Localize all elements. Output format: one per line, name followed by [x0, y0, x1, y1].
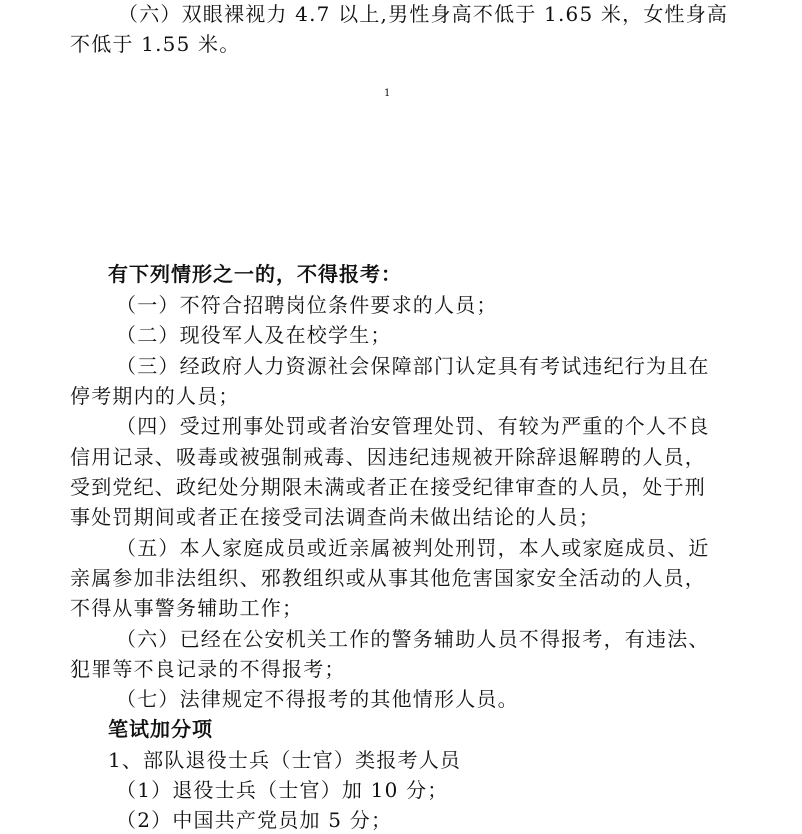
exclusion-item-6-line-2: 犯罪等不良记录的不得报考； [70, 657, 346, 681]
exclusions-heading: 有下列情形之一的，不得报考： [108, 262, 402, 286]
exclusion-item-4-line-1: （四）受过刑事处罚或者治安管理处罚、有较为严重的个人不良 [116, 414, 710, 438]
exclusion-item-5-line-3: 不得从事警务辅助工作； [70, 596, 304, 620]
bonus-item-1: （1）退役士兵（士官）加 10 分； [116, 778, 449, 802]
exclusion-item-5-line-2: 亲属参加非法组织、邪教组织或从事其他危害国家安全活动的人员， [70, 566, 706, 590]
page-number: 1 [384, 88, 391, 99]
vision-height-requirement-line-1: （六）双眼裸视力 4.7 以上,男性身高不低于 1.65 米，女性身高 [118, 2, 729, 26]
bonus-category-1: 1、部队退役士兵（士官）类报考人员 [108, 748, 462, 772]
bonus-heading: 笔试加分项 [108, 717, 213, 741]
exclusion-item-4-line-3: 受到党纪、政纪处分期限未满或者正在接受纪律审查的人员，处于刑 [70, 475, 706, 499]
exclusion-item-4-line-2: 信用记录、吸毒或被强制戒毒、因违纪违规被开除辞退解聘的人员， [70, 445, 706, 469]
bonus-item-2: （2）中国共产党员加 5 分； [116, 808, 393, 832]
exclusion-item-3-line-1: （三）经政府人力资源社会保障部门认定具有考试违纪行为且在 [116, 354, 710, 378]
exclusion-item-4-line-4: 事处罚期间或者正在接受司法调查尚未做出结论的人员； [70, 505, 600, 529]
exclusion-item-7: （七）法律规定不得报考的其他情形人员。 [116, 687, 519, 711]
exclusion-item-3-line-2: 停考期内的人员； [70, 384, 240, 408]
vision-height-requirement-line-2: 不低于 1.55 米。 [70, 32, 241, 56]
exclusion-item-1: （一）不符合招聘岗位条件要求的人员； [116, 293, 498, 317]
exclusion-item-6-line-1: （六）已经在公安机关工作的警务辅助人员不得报考，有违法、 [116, 627, 710, 651]
exclusion-item-2: （二）现役军人及在校学生； [116, 323, 392, 347]
exclusion-item-5-line-1: （五）本人家庭成员或近亲属被判处刑罚，本人或家庭成员、近 [116, 536, 710, 560]
